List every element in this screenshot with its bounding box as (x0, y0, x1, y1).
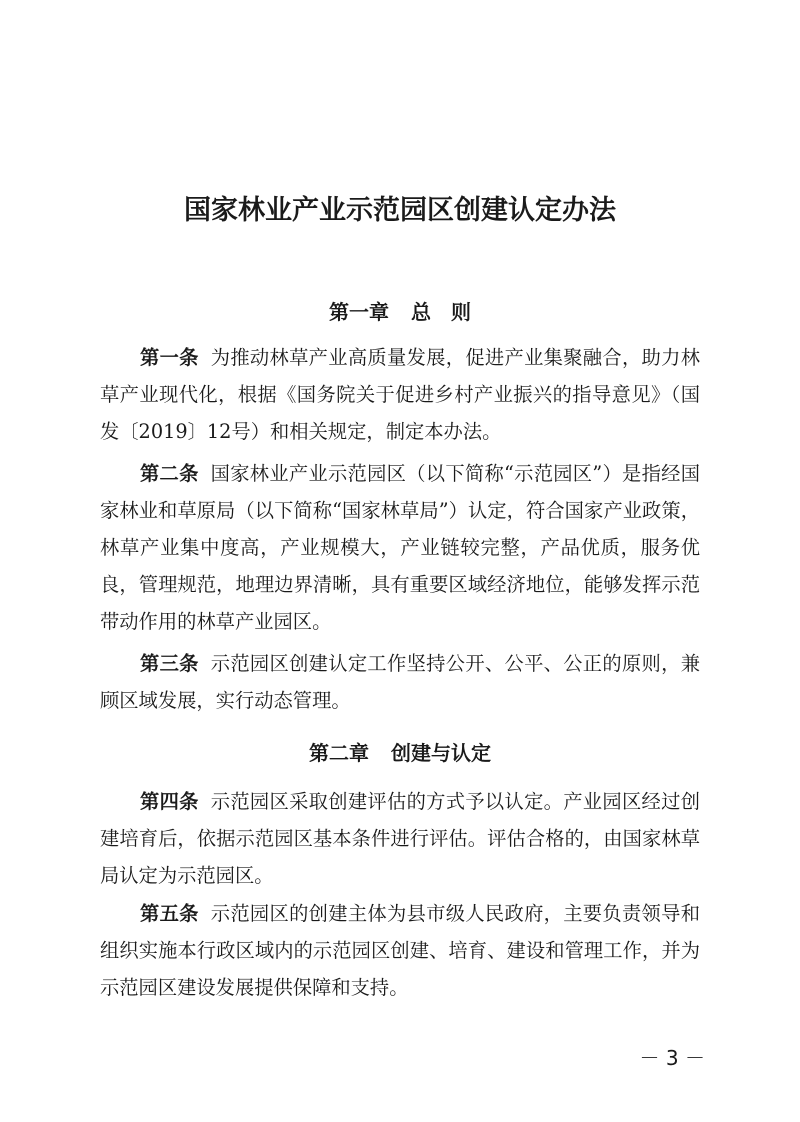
article-label: 第四条 (140, 790, 199, 813)
chapter-heading-2 (0, 737, 800, 766)
article-text: 示范园区采取创建评估的方式予以认定。产业园区经过创建培育后，依据示范园区基本条件进行评估。评估合格的，由国家林草局认定为示范园区。 (100, 790, 701, 887)
chapter-number: 第一章 (329, 300, 389, 324)
chapter-number: 第二章 (309, 741, 369, 765)
chapter-heading-1 (0, 296, 800, 325)
article-label: 第一条 (140, 346, 199, 369)
article-4 (100, 783, 700, 894)
article-text: 国家林业产业示范园区（以下简称“示范园区”）是指经国家林业和草原局（以下简称“国家林草局”）认定，符合国家产业政策，林草产业集中度高，产业规模大，产业链较完整，产品优质，服务优良，管理规范，地理边界清晰，具有重要区域经济地位，能够发挥示范带动作用的林草产业园区。 (100, 462, 700, 633)
article-2 (100, 455, 700, 640)
article-5 (100, 895, 700, 1006)
article-3 (100, 645, 700, 719)
article-label: 第五条 (140, 902, 199, 925)
article-1 (100, 339, 700, 450)
chapter-name: 总 则 (411, 300, 471, 324)
page-number: － 3 － (639, 1046, 705, 1070)
chapter-name: 创建与认定 (391, 741, 491, 765)
article-text: 示范园区的创建主体为县市级人民政府，主要负责领导和组织实施本行政区域内的示范园区创建、培育、建设和管理工作，并为示范园区建设发展提供保障和支持。 (100, 902, 701, 999)
article-label: 第三条 (140, 652, 199, 675)
document-title: 国家林业产业示范园区创建认定办法 (184, 195, 616, 226)
article-text: 示范园区创建认定工作坚持公开、公平、公正的原则，兼顾区域发展，实行动态管理。 (100, 652, 701, 712)
article-text: 为推动林草产业高质量发展，促进产业集聚融合，助力林草产业现代化，根据《国务院关于促进乡村产业振兴的指导意见》（国发〔2019〕12号）和相关规定，制定本办法。 (100, 346, 701, 443)
article-label: 第二条 (140, 462, 199, 485)
